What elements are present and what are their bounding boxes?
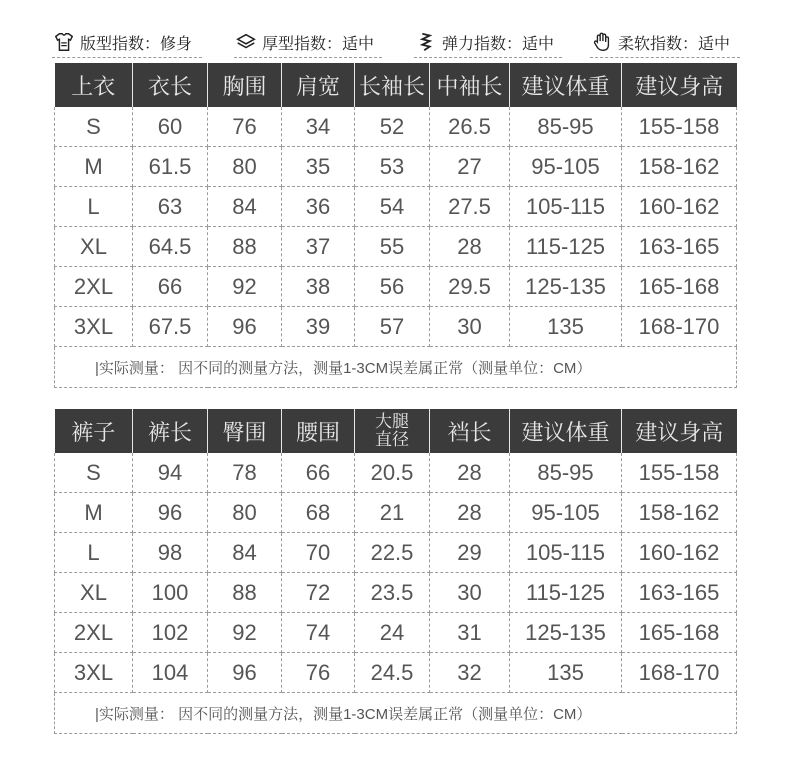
header-line: 直径: [375, 430, 409, 450]
table-cell: 66: [282, 453, 355, 493]
table-cell: 163-165: [622, 227, 737, 267]
table-row: [55, 493, 737, 533]
table-cell: 85-95: [510, 453, 622, 493]
table-row: [55, 187, 737, 227]
size-label-cell: 2XL: [55, 267, 133, 307]
table-row: [55, 227, 737, 267]
size-label-cell: S: [55, 453, 133, 493]
table-cell: 24.5: [355, 653, 430, 693]
bottom-size-table: [54, 409, 737, 734]
table-cell: 158-162: [622, 147, 737, 187]
table-row: [55, 613, 737, 653]
table-cell: 28: [430, 227, 510, 267]
table-cell: 34: [282, 107, 355, 147]
bottom-table-header: [55, 409, 737, 453]
table-cell: 29.5: [430, 267, 510, 307]
table-cell: 160-162: [622, 533, 737, 573]
table-cell: 155-158: [622, 453, 737, 493]
table-cell: 94: [133, 453, 208, 493]
table-cell: 38: [282, 267, 355, 307]
table-row: [55, 573, 737, 613]
fit-index-label: 版型指数：修身: [80, 33, 193, 53]
size-label-cell: S: [55, 107, 133, 147]
table-cell: 37: [282, 227, 355, 267]
size-label-cell: L: [55, 533, 133, 573]
table-cell: 115-125: [510, 573, 622, 613]
table-cell: 57: [355, 307, 430, 347]
size-label-cell: M: [55, 493, 133, 533]
table-cell: 96: [133, 493, 208, 533]
header-cell: 建议体重: [510, 409, 622, 453]
measurement-note: |实际测量： 因不同的测量方法，测量1-3CM误差属正常（测量单位：CM）: [55, 347, 737, 388]
table-cell: 66: [133, 267, 208, 307]
table-row: [55, 147, 737, 187]
attribute-bar: [52, 26, 742, 60]
header-cell: 裆长: [430, 409, 510, 453]
table-cell: 85-95: [510, 107, 622, 147]
elasticity-index-label: 弹力指数：适中: [442, 33, 555, 53]
header-cell: 肩宽: [282, 63, 355, 107]
table-cell: 26.5: [430, 107, 510, 147]
header-cell: 中袖长: [430, 63, 510, 107]
size-label-cell: XL: [55, 227, 133, 267]
table-cell: 30: [430, 307, 510, 347]
table-cell: 96: [208, 307, 282, 347]
table-cell: 32: [430, 653, 510, 693]
table-row: [55, 533, 737, 573]
table-row: [55, 107, 737, 147]
size-label-cell: 3XL: [55, 307, 133, 347]
table-cell: 70: [282, 533, 355, 573]
table-cell: 100: [133, 573, 208, 613]
table-cell: 35: [282, 147, 355, 187]
header-cell-thigh: [355, 409, 430, 453]
table-cell: 88: [208, 227, 282, 267]
fit-index: [52, 26, 202, 58]
softness-index: [590, 26, 740, 58]
top-size-table: [54, 63, 737, 388]
table-cell: 158-162: [622, 493, 737, 533]
table-cell: 165-168: [622, 267, 737, 307]
table-cell: 125-135: [510, 267, 622, 307]
table-row: [55, 453, 737, 493]
layers-icon: [234, 30, 258, 54]
size-label-cell: M: [55, 147, 133, 187]
hand-icon: [590, 30, 614, 54]
header-cell: 建议体重: [510, 63, 622, 107]
table-cell: 67.5: [133, 307, 208, 347]
header-cell: 建议身高: [622, 63, 737, 107]
table-cell: 64.5: [133, 227, 208, 267]
thickness-index-label: 厚型指数：适中: [262, 33, 375, 53]
header-cell: 衣长: [133, 63, 208, 107]
table-cell: 61.5: [133, 147, 208, 187]
table-cell: 88: [208, 573, 282, 613]
table-cell: 135: [510, 653, 622, 693]
table-cell: 104: [133, 653, 208, 693]
table-cell: 60: [133, 107, 208, 147]
tshirt-icon: [52, 30, 76, 54]
table-cell: 68: [282, 493, 355, 533]
table-cell: 155-158: [622, 107, 737, 147]
table-cell: 115-125: [510, 227, 622, 267]
table-row: [55, 267, 737, 307]
elasticity-index: [414, 26, 562, 58]
table-cell: 160-162: [622, 187, 737, 227]
header-cell: 裤长: [133, 409, 208, 453]
table-cell: 105-115: [510, 533, 622, 573]
table-cell: 74: [282, 613, 355, 653]
table-cell: 29: [430, 533, 510, 573]
size-label-cell: L: [55, 187, 133, 227]
measurement-note-row: [55, 693, 737, 734]
table-cell: 55: [355, 227, 430, 267]
table-cell: 23.5: [355, 573, 430, 613]
measurement-note: |实际测量： 因不同的测量方法，测量1-3CM误差属正常（测量单位：CM）: [55, 693, 737, 734]
table-cell: 76: [282, 653, 355, 693]
table-cell: 76: [208, 107, 282, 147]
table-cell: 80: [208, 147, 282, 187]
table-cell: 95-105: [510, 147, 622, 187]
table-cell: 168-170: [622, 653, 737, 693]
size-label-cell: 3XL: [55, 653, 133, 693]
measurement-note-row: [55, 347, 737, 388]
table-cell: 53: [355, 147, 430, 187]
header-cell: 建议身高: [622, 409, 737, 453]
table-row: [55, 307, 737, 347]
table-cell: 92: [208, 613, 282, 653]
table-cell: 36: [282, 187, 355, 227]
table-cell: 92: [208, 267, 282, 307]
table-cell: 28: [430, 493, 510, 533]
table-cell: 22.5: [355, 533, 430, 573]
table-cell: 31: [430, 613, 510, 653]
thickness-index: [234, 26, 382, 58]
table-cell: 84: [208, 187, 282, 227]
size-label-cell: 2XL: [55, 613, 133, 653]
table-cell: 54: [355, 187, 430, 227]
table-cell: 30: [430, 573, 510, 613]
table-cell: 72: [282, 573, 355, 613]
top-table-header: [55, 63, 737, 107]
header-cell: 胸围: [208, 63, 282, 107]
table-row: [55, 653, 737, 693]
table-cell: 78: [208, 453, 282, 493]
table-cell: 27.5: [430, 187, 510, 227]
table-cell: 96: [208, 653, 282, 693]
table-cell: 21: [355, 493, 430, 533]
table-cell: 39: [282, 307, 355, 347]
table-cell: 84: [208, 533, 282, 573]
table-cell: 27: [430, 147, 510, 187]
header-cell: 长袖长: [355, 63, 430, 107]
table-cell: 163-165: [622, 573, 737, 613]
table-cell: 63: [133, 187, 208, 227]
table-cell: 52: [355, 107, 430, 147]
table-cell: 105-115: [510, 187, 622, 227]
table-cell: 102: [133, 613, 208, 653]
table-cell: 125-135: [510, 613, 622, 653]
table-cell: 20.5: [355, 453, 430, 493]
table-cell: 24: [355, 613, 430, 653]
table-cell: 56: [355, 267, 430, 307]
table-cell: 165-168: [622, 613, 737, 653]
header-cell: 上衣: [55, 63, 133, 107]
header-cell: 腰围: [282, 409, 355, 453]
table-cell: 135: [510, 307, 622, 347]
size-label-cell: XL: [55, 573, 133, 613]
table-cell: 168-170: [622, 307, 737, 347]
spring-icon: [414, 30, 438, 54]
header-cell: 臀围: [208, 409, 282, 453]
table-cell: 28: [430, 453, 510, 493]
header-cell: 裤子: [55, 409, 133, 453]
table-cell: 80: [208, 493, 282, 533]
softness-index-label: 柔软指数：适中: [618, 33, 731, 53]
header-line: 大腿: [375, 412, 409, 432]
table-cell: 98: [133, 533, 208, 573]
table-cell: 95-105: [510, 493, 622, 533]
